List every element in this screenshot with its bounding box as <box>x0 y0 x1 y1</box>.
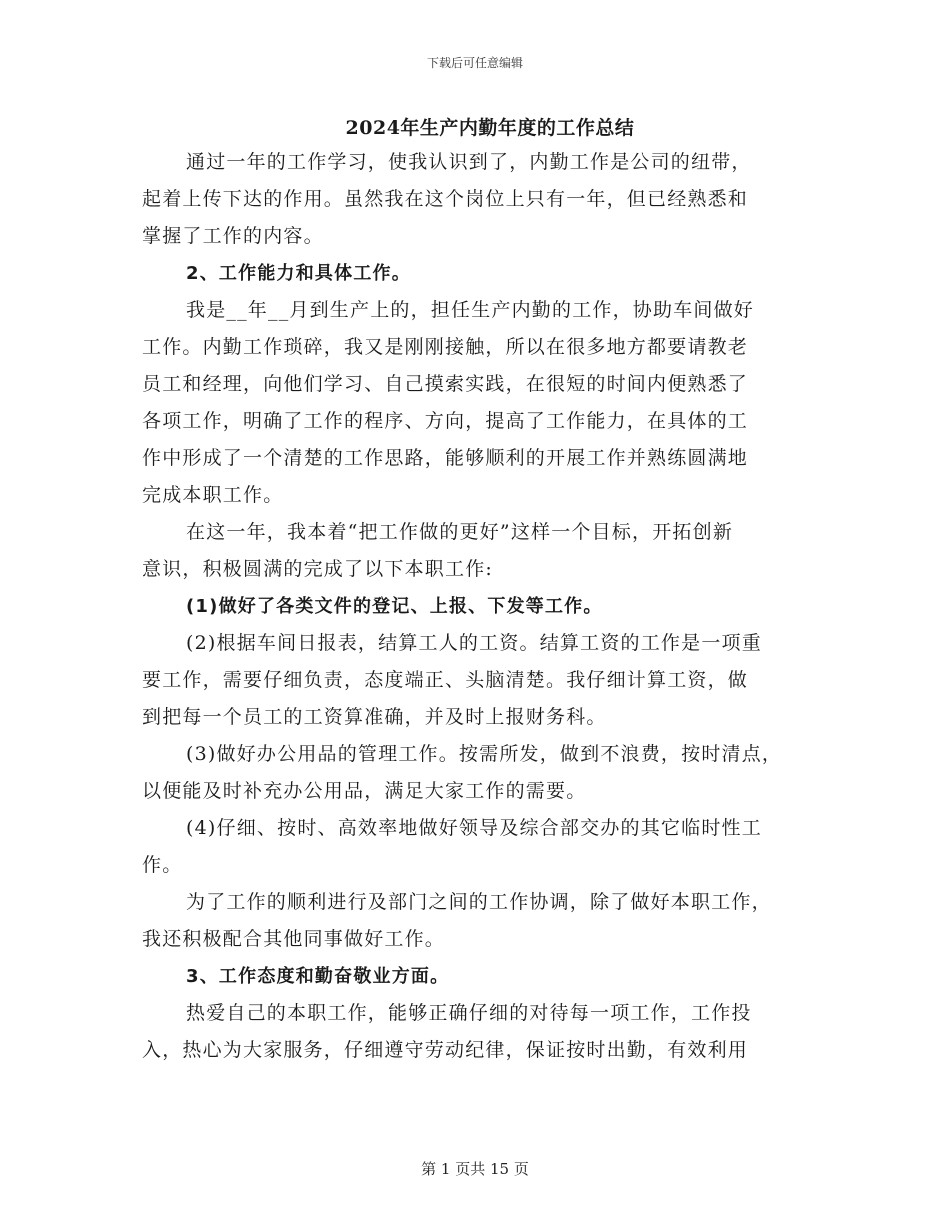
text-line: 入，热心为大家服务，仔细遵守劳动纪律，保证按时出勤，有效利用 <box>142 1039 749 1061</box>
paragraph <box>142 884 822 958</box>
document-body <box>142 144 822 1069</box>
paragraph <box>142 144 822 255</box>
text-line: 2、工作能力和具体工作。 <box>186 263 411 284</box>
paragraph <box>142 736 822 810</box>
text-line: 通过一年的工作学习，使我认识到了，内勤工作是公司的纽带， <box>186 151 752 173</box>
paragraph <box>142 514 822 588</box>
text-line: 热爱自己的本职工作，能够正确仔细的对待每一项工作，工作投 <box>186 1002 752 1024</box>
text-line: 要工作，需要仔细负责，态度端正、头脑清楚。我仔细计算工资，做 <box>142 669 749 691</box>
text-line: 3、工作态度和勤奋敬业方面。 <box>186 966 450 987</box>
section-heading <box>142 255 822 292</box>
text-line: 我是__年__月到生产上的，担任生产内勤的工作，协助车间做好 <box>186 299 755 321</box>
header-note: 下载后可任意编辑 <box>426 56 523 70</box>
paragraph <box>142 625 822 736</box>
document-title: 2024年生产内勤年度的工作总结 <box>345 117 635 139</box>
text-line: (4)仔细、按时、高效率地做好领导及综合部交办的其它临时性工 <box>186 817 762 839</box>
paragraph <box>142 995 822 1069</box>
page-number: 第 1 页共 15 页 <box>421 1160 529 1178</box>
text-line: 在这一年，我本着“把工作做的更好”这样一个目标，开拓创新 <box>186 521 734 543</box>
paragraph <box>142 810 822 884</box>
text-line: 作中形成了一个清楚的工作思路，能够顺利的开展工作并熟练圆满地 <box>142 447 749 469</box>
text-line: 为了工作的顺利进行及部门之间的工作协调，除了做好本职工作， <box>186 891 772 913</box>
text-line: (1)做好了各类文件的登记、上报、下发等工作。 <box>186 596 603 617</box>
paragraph <box>142 292 822 514</box>
text-line: 掌握了工作的内容。 <box>142 225 324 247</box>
text-line: 我还积极配合其他同事做好工作。 <box>142 928 446 950</box>
text-line: 以便能及时补充办公用品，满足大家工作的需要。 <box>142 780 587 802</box>
text-line: 各项工作，明确了工作的程序、方向，提高了工作能力，在具体的工 <box>142 410 749 432</box>
text-line: 作。 <box>142 854 183 876</box>
text-line: 员工和经理，向他们学习、自己摸索实践，在很短的时间内便熟悉了 <box>142 373 749 395</box>
text-line: (2)根据车间日报表，结算工人的工资。结算工资的工作是一项重 <box>186 632 762 654</box>
text-line: 完成本职工作。 <box>142 484 284 506</box>
text-line: 起着上传下达的作用。虽然我在这个岗位上只有一年，但已经熟悉和 <box>142 188 749 210</box>
text-line: 到把每一个员工的工资算准确，并及时上报财务科。 <box>142 706 607 728</box>
text-line: 意识，积极圆满的完成了以下本职工作: <box>142 558 494 580</box>
text-line: (3)做好办公用品的管理工作。按需所发，做到不浪费，按时清点， <box>186 743 783 765</box>
text-line: 工作。内勤工作琐碎，我又是刚刚接触，所以在很多地方都要请教老 <box>142 336 749 358</box>
section-heading <box>142 958 822 995</box>
section-heading <box>142 588 822 625</box>
